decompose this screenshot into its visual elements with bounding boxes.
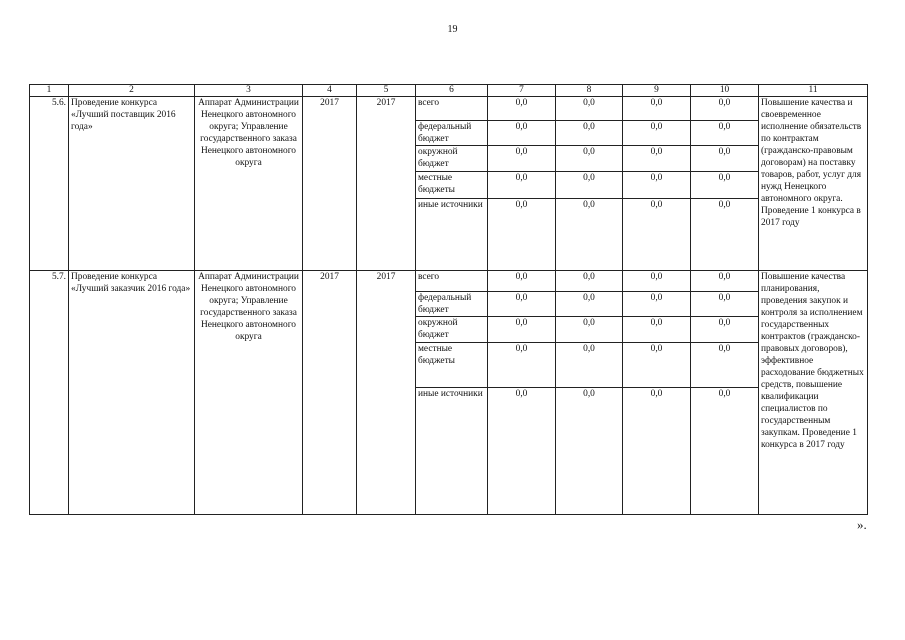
amount-cell: 0,0 bbox=[556, 97, 623, 121]
row-number: 5.7. bbox=[30, 271, 69, 515]
amount-cell: 0,0 bbox=[556, 172, 623, 199]
amount-cell: 0,0 bbox=[691, 97, 759, 121]
funding-source: местные бюджеты bbox=[416, 343, 488, 388]
row-number: 5.6. bbox=[30, 97, 69, 271]
amount-cell: 0,0 bbox=[488, 388, 556, 515]
start-year: 2017 bbox=[303, 271, 357, 515]
amount-cell: 0,0 bbox=[623, 292, 691, 317]
amount-cell: 0,0 bbox=[488, 271, 556, 292]
amount-cell: 0,0 bbox=[691, 199, 759, 271]
amount-cell: 0,0 bbox=[623, 317, 691, 343]
amount-cell: 0,0 bbox=[691, 388, 759, 515]
amount-cell: 0,0 bbox=[488, 317, 556, 343]
amount-cell: 0,0 bbox=[623, 388, 691, 515]
amount-cell: 0,0 bbox=[691, 146, 759, 172]
header-row bbox=[30, 85, 868, 97]
measure-name: Проведение конкурса «Лучший поставщик 2016 года» bbox=[69, 97, 195, 271]
amount-cell: 0,0 bbox=[488, 292, 556, 317]
funding-source: федеральный бюджет bbox=[416, 121, 488, 146]
table-row bbox=[30, 97, 868, 121]
amount-cell: 0,0 bbox=[623, 146, 691, 172]
amount-cell: 0,0 bbox=[488, 97, 556, 121]
amount-cell: 0,0 bbox=[691, 121, 759, 146]
executor: Аппарат Администрации Ненецкого автономного округа; Управление государственного заказа Ненецкого автономного округа bbox=[195, 97, 303, 271]
funding-source: иные источники bbox=[416, 199, 488, 271]
column-header: 10 bbox=[691, 85, 759, 97]
column-header: 7 bbox=[488, 85, 556, 97]
expected-result: Повышение качества планирования, проведения закупок и контроля за исполнением государственных контрактов (гражданско-правовых договоров), эффективное расходование бюджетных средств, повышение квалификации специалистов по государственным закупкам. Проведение 1 конкурса в 2017 году bbox=[759, 271, 868, 515]
funding-source: федеральный бюджет bbox=[416, 292, 488, 317]
expected-result: Повышение качества и своевременное исполнение обязательств по контрактам (гражданско-правовым договорам) на поставку товаров, работ, услуг для нужд Ненецкого автономного округа. Проведение 1 конкурса в 2017 году bbox=[759, 97, 868, 271]
executor: Аппарат Администрации Ненецкого автономного округа; Управление государственного заказа Ненецкого автономного округа bbox=[195, 271, 303, 515]
column-header: 2 bbox=[69, 85, 195, 97]
amount-cell: 0,0 bbox=[623, 121, 691, 146]
amount-cell: 0,0 bbox=[691, 343, 759, 388]
column-header: 3 bbox=[195, 85, 303, 97]
amount-cell: 0,0 bbox=[623, 271, 691, 292]
amount-cell: 0,0 bbox=[488, 146, 556, 172]
amount-cell: 0,0 bbox=[556, 317, 623, 343]
funding-source: окружной бюджет bbox=[416, 317, 488, 343]
amount-cell: 0,0 bbox=[691, 172, 759, 199]
funding-source: иные источники bbox=[416, 388, 488, 515]
amount-cell: 0,0 bbox=[691, 317, 759, 343]
amount-cell: 0,0 bbox=[556, 292, 623, 317]
funding-source: местные бюджеты bbox=[416, 172, 488, 199]
amount-cell: 0,0 bbox=[623, 172, 691, 199]
column-header: 11 bbox=[759, 85, 868, 97]
end-year: 2017 bbox=[357, 271, 416, 515]
amount-cell: 0,0 bbox=[623, 199, 691, 271]
program-table bbox=[29, 84, 868, 515]
funding-source: всего bbox=[416, 97, 488, 121]
amount-cell: 0,0 bbox=[488, 172, 556, 199]
amount-cell: 0,0 bbox=[556, 271, 623, 292]
column-header: 5 bbox=[357, 85, 416, 97]
end-year: 2017 bbox=[357, 97, 416, 271]
amount-cell: 0,0 bbox=[488, 343, 556, 388]
amount-cell: 0,0 bbox=[556, 199, 623, 271]
amount-cell: 0,0 bbox=[556, 121, 623, 146]
amount-cell: 0,0 bbox=[488, 121, 556, 146]
funding-source: окружной бюджет bbox=[416, 146, 488, 172]
amount-cell: 0,0 bbox=[556, 388, 623, 515]
column-header: 6 bbox=[416, 85, 488, 97]
table-row bbox=[30, 271, 868, 292]
column-header: 8 bbox=[556, 85, 623, 97]
page-number: 19 bbox=[447, 24, 458, 35]
amount-cell: 0,0 bbox=[623, 97, 691, 121]
amount-cell: 0,0 bbox=[556, 146, 623, 172]
measure-name: Проведение конкурса «Лучший заказчик 2016 года» bbox=[69, 271, 195, 515]
amount-cell: 0,0 bbox=[691, 292, 759, 317]
start-year: 2017 bbox=[303, 97, 357, 271]
amount-cell: 0,0 bbox=[691, 271, 759, 292]
amount-cell: 0,0 bbox=[623, 343, 691, 388]
column-header: 9 bbox=[623, 85, 691, 97]
closing-quote: ». bbox=[857, 517, 867, 532]
amount-cell: 0,0 bbox=[488, 199, 556, 271]
column-header: 1 bbox=[30, 85, 69, 97]
column-header: 4 bbox=[303, 85, 357, 97]
amount-cell: 0,0 bbox=[556, 343, 623, 388]
funding-source: всего bbox=[416, 271, 488, 292]
